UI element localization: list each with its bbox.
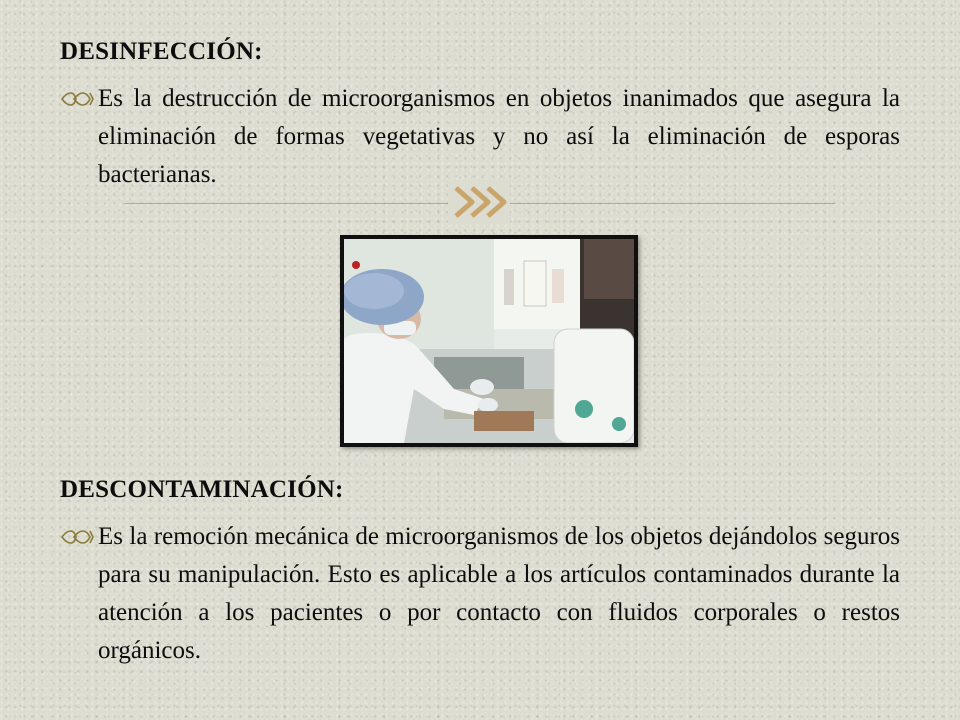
bullet-descontaminacion bbox=[60, 518, 900, 670]
double-arrow-ornament-icon bbox=[448, 180, 510, 224]
double-arrow-bullet-icon bbox=[60, 80, 96, 118]
bullet-desinfeccion bbox=[60, 80, 900, 194]
bullet-text-desinfeccion: Es la destrucción de microorganismos en objetos inanimados que asegura la eliminación de formas vegetativas y no así la eliminación de esporas bacterianas. bbox=[98, 85, 900, 188]
heading-desinfeccion: DESINFECCIÓN: bbox=[60, 38, 263, 65]
lab-photo bbox=[340, 235, 638, 447]
double-arrow-bullet-icon bbox=[60, 518, 96, 556]
bullet-text-descontaminacion: Es la remoción mecánica de microorganismos de los objetos dejándolos seguros para su manipulación. Esto es aplicable a los artículos contaminados durante la atención a los pacientes o por contacto con fluidos corporales o restos orgánicos. bbox=[98, 523, 900, 664]
heading-descontaminacion: DESCONTAMINACIÓN: bbox=[60, 476, 344, 503]
